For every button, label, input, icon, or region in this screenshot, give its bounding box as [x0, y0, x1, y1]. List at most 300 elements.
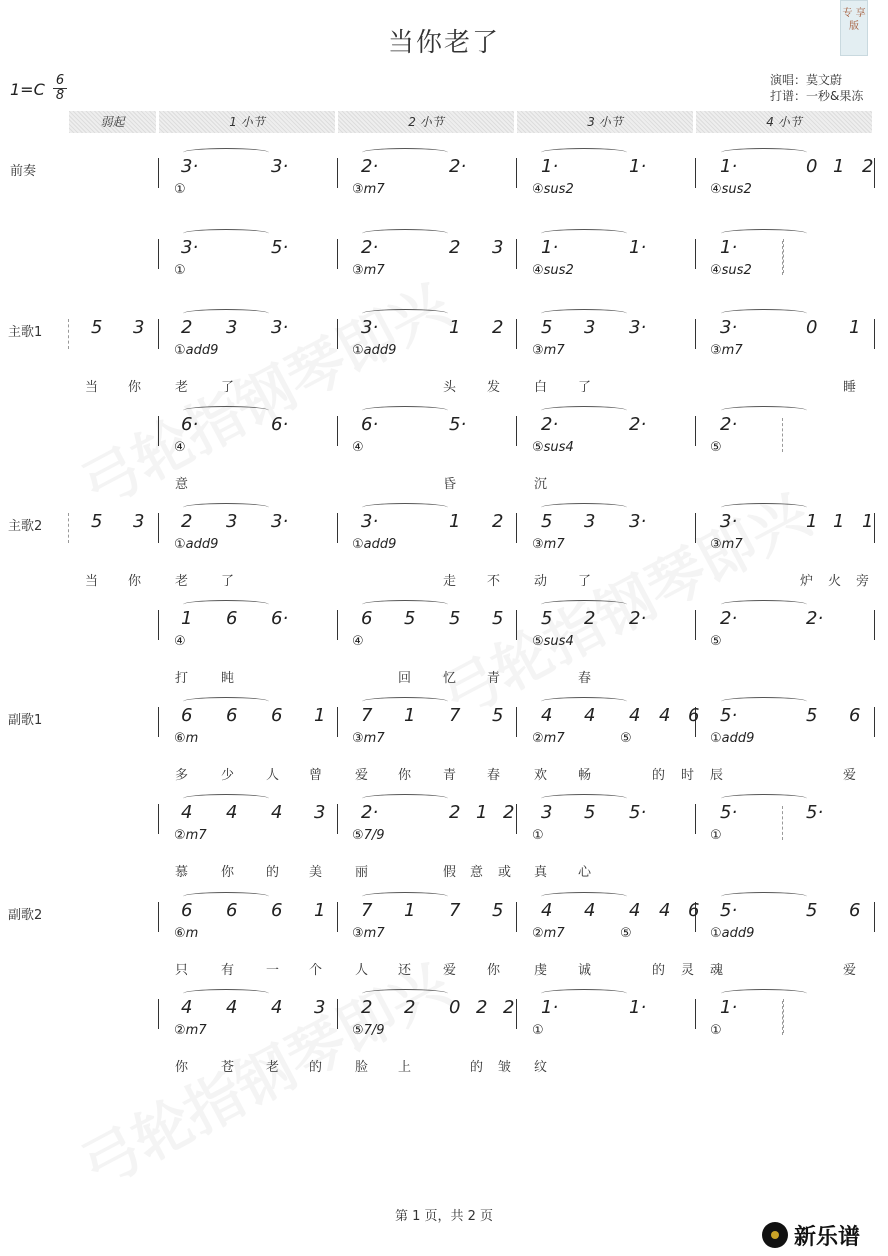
note: 0 [806, 156, 818, 177]
note: 6 [271, 705, 283, 726]
barline [337, 902, 338, 932]
note: 3· [361, 317, 379, 338]
chord-label: ②m7 [532, 926, 565, 941]
lyric: 多 [175, 768, 189, 783]
note: 1 [849, 317, 861, 338]
chord-label: ②m7 [174, 1023, 207, 1038]
note: 4 [541, 705, 553, 726]
note: 3· [361, 511, 379, 532]
tie-arc [721, 309, 807, 318]
note: 1 [806, 511, 818, 532]
chord-label: ⑤sus4 [532, 634, 574, 649]
tie-arc [362, 989, 448, 998]
note: 1 [404, 900, 416, 921]
note: 5 [91, 511, 103, 532]
note: 6· [271, 608, 289, 629]
chord-label: ③m7 [710, 343, 743, 358]
lyric: 昏 [443, 477, 457, 492]
chord-label: ⑤ [710, 634, 722, 649]
note: 3 [226, 511, 238, 532]
lyric: 时 [681, 768, 695, 783]
chord-label: ③m7 [352, 731, 385, 746]
note: 6· [181, 414, 199, 435]
tie-arc [362, 503, 448, 512]
barline [158, 239, 159, 269]
note: 7 [449, 900, 461, 921]
section-label-verse2: 主歌2 [8, 519, 43, 534]
note: 3· [720, 511, 738, 532]
note: 1 [449, 511, 461, 532]
note: 2· [449, 156, 467, 177]
note: 1· [629, 156, 647, 177]
lyric: 的 [652, 768, 666, 783]
tie-arc [362, 892, 448, 901]
tie-arc [183, 229, 269, 238]
barline [516, 416, 517, 446]
barline [337, 999, 338, 1029]
note: 3· [181, 237, 199, 258]
chord-label: ① [174, 263, 186, 278]
lyric: 皱 [498, 1060, 512, 1075]
note: 4 [584, 900, 596, 921]
note: 1· [629, 997, 647, 1018]
tie-arc [541, 309, 627, 318]
lyric: 魂 [710, 963, 724, 978]
barline [158, 999, 159, 1029]
lyric: 的 [652, 963, 666, 978]
lyric: 你 [487, 963, 501, 978]
note: 2· [806, 608, 824, 629]
barline [337, 513, 338, 543]
lyric: 或 [498, 865, 512, 880]
singer-credit: 演唱：莫文蔚 [770, 73, 843, 87]
note: 4 [659, 900, 671, 921]
barline [158, 319, 159, 349]
note: 3 [133, 317, 145, 338]
chord-label: ⑥m [174, 926, 199, 941]
lyric: 炉 [800, 574, 814, 589]
pickup-barline [68, 319, 69, 349]
lyric: 假 [443, 865, 457, 880]
tie-arc [721, 229, 807, 238]
barline [516, 804, 517, 834]
chord-label: ⑤7/9 [352, 1023, 385, 1038]
lyric: 你 [398, 768, 412, 783]
chord-label: ⑤sus4 [532, 440, 574, 455]
time-signature [53, 74, 67, 103]
chord-label: ①add9 [352, 537, 397, 552]
note: 1 [314, 705, 326, 726]
note: 2 [503, 997, 515, 1018]
note: 3 [314, 997, 326, 1018]
note: 4 [271, 802, 283, 823]
barline [695, 416, 696, 446]
note: 2 [449, 237, 461, 258]
section-label-verse1: 主歌1 [8, 325, 43, 340]
barline [158, 158, 159, 188]
chord-label: ⑤ [620, 731, 632, 746]
lyric: 虔 [534, 963, 548, 978]
note: 6 [688, 900, 700, 921]
lyric: 的 [470, 1060, 484, 1075]
lyric: 畅 [578, 768, 592, 783]
arranger-credit: 打谱：一秒&果冻 [770, 89, 864, 103]
barline [337, 158, 338, 188]
note: 5 [91, 317, 103, 338]
tie-arc [362, 229, 448, 238]
lyric: 青 [443, 768, 457, 783]
note: 5 [449, 608, 461, 629]
lyric: 人 [355, 963, 369, 978]
note: 3 [584, 511, 596, 532]
note: 3 [226, 317, 238, 338]
note: 1· [629, 237, 647, 258]
barline [158, 707, 159, 737]
lyric: 少 [221, 768, 235, 783]
tie-arc [362, 794, 448, 803]
lyric: 的 [266, 865, 280, 880]
note: 1· [541, 237, 559, 258]
lyric: 一 [266, 963, 280, 978]
lyric: 个 [309, 963, 323, 978]
note: 3 [541, 802, 553, 823]
barline [874, 610, 875, 640]
note: 6 [688, 705, 700, 726]
note: 6 [361, 608, 373, 629]
lyric: 纹 [534, 1060, 548, 1075]
chord-label: ④sus2 [532, 263, 574, 278]
tie-arc [541, 794, 627, 803]
barline [874, 319, 875, 349]
lyric: 春 [487, 768, 501, 783]
tie-arc [183, 600, 269, 609]
note: 1 [862, 511, 874, 532]
chord-label: ④ [352, 440, 364, 455]
lyric: 慕 [175, 865, 189, 880]
note: 5 [584, 802, 596, 823]
tie-arc [541, 600, 627, 609]
note: 2 [181, 317, 193, 338]
barline [695, 158, 696, 188]
note: 3 [492, 237, 504, 258]
chord-label: ④ [174, 634, 186, 649]
lyric: 欢 [534, 768, 548, 783]
note: 3 [133, 511, 145, 532]
barline [874, 707, 875, 737]
chord-label: ① [710, 1023, 722, 1038]
barline [516, 158, 517, 188]
note: 2 [584, 608, 596, 629]
note: 5· [720, 802, 738, 823]
song-title: 当你老了 [387, 28, 500, 58]
note: 2· [629, 608, 647, 629]
note: 2· [361, 156, 379, 177]
note: 2· [361, 802, 379, 823]
note: 2· [720, 414, 738, 435]
note: 2 [492, 511, 504, 532]
barline [516, 239, 517, 269]
chord-label: ③m7 [532, 537, 565, 552]
note: 7 [361, 705, 373, 726]
lyric: 美 [309, 865, 323, 880]
barline [695, 999, 696, 1029]
barline [874, 902, 875, 932]
note: 4 [181, 802, 193, 823]
meter-top: 6 [55, 73, 65, 88]
chord-label: ④sus2 [532, 182, 574, 197]
barline [158, 416, 159, 446]
chord-label: ②m7 [174, 828, 207, 843]
note: 5· [629, 802, 647, 823]
lyric: 你 [175, 1060, 189, 1075]
note: 6 [181, 705, 193, 726]
note: 2· [361, 237, 379, 258]
lyric: 了 [578, 574, 592, 589]
lyric: 辰 [710, 768, 724, 783]
note: 3· [720, 317, 738, 338]
note: 5 [541, 317, 553, 338]
barline [337, 239, 338, 269]
lyric: 头 [443, 380, 457, 395]
note: 1· [720, 237, 738, 258]
measure-header-4: 4 小节 [696, 111, 872, 133]
chord-label: ① [710, 828, 722, 843]
barline [695, 319, 696, 349]
tie-arc [721, 697, 807, 706]
lyric: 不 [487, 574, 501, 589]
lyric: 你 [128, 380, 142, 395]
chord-label: ⑤ [620, 926, 632, 941]
lyric: 上 [398, 1060, 412, 1075]
chord-label: ① [532, 1023, 544, 1038]
lyric: 当 [85, 380, 99, 395]
note: 2 [862, 156, 874, 177]
lyric: 灵 [681, 963, 695, 978]
note: 1 [833, 156, 845, 177]
note: 2 [492, 317, 504, 338]
tie-arc [362, 697, 448, 706]
measure-header-1: 1 小节 [159, 111, 335, 133]
tie-arc [541, 229, 627, 238]
barline [695, 804, 696, 834]
barline [158, 804, 159, 834]
barline [516, 610, 517, 640]
page-number: 第 1 页，共 2 页 [394, 1209, 494, 1224]
tie-arc [541, 697, 627, 706]
note: 1 [449, 317, 461, 338]
note: 1· [541, 997, 559, 1018]
tie-arc [183, 148, 269, 157]
note: 4 [181, 997, 193, 1018]
chord-label: ③m7 [532, 343, 565, 358]
chord-label: ④ [352, 634, 364, 649]
note: 6· [361, 414, 379, 435]
tie-arc [721, 794, 807, 803]
lyric: 发 [487, 380, 501, 395]
lyric: 老 [175, 380, 189, 395]
note: 3· [629, 317, 647, 338]
note: 5 [492, 705, 504, 726]
lyric: 回 [398, 671, 412, 686]
note: 2 [404, 997, 416, 1018]
lyric: 了 [578, 380, 592, 395]
lyric: 心 [578, 865, 592, 880]
chord-label: ③m7 [352, 263, 385, 278]
barline [337, 804, 338, 834]
lyric: 诚 [578, 963, 592, 978]
chord-label: ① [532, 828, 544, 843]
tie-arc [541, 892, 627, 901]
barline-dashed [783, 999, 784, 1033]
note: 2 [503, 802, 515, 823]
lyric: 只 [175, 963, 189, 978]
lyric: 爱 [355, 768, 369, 783]
tie-arc [362, 148, 448, 157]
measure-header-pickup: 弱起 [69, 111, 156, 133]
tie-arc [183, 794, 269, 803]
barline [516, 513, 517, 543]
lyric: 人 [266, 768, 280, 783]
chord-label: ③m7 [352, 926, 385, 941]
chord-label: ①add9 [710, 731, 755, 746]
barline [337, 319, 338, 349]
lyric: 了 [221, 380, 235, 395]
watermark [64, 260, 462, 525]
note: 2· [629, 414, 647, 435]
note: 3 [314, 802, 326, 823]
note: 5· [271, 237, 289, 258]
chord-label: ①add9 [352, 343, 397, 358]
chord-label: ④sus2 [710, 182, 752, 197]
note: 5 [541, 511, 553, 532]
note: 4 [226, 997, 238, 1018]
note: 2· [541, 414, 559, 435]
note: 1 [833, 511, 845, 532]
lyric: 有 [221, 963, 235, 978]
note: 5· [720, 705, 738, 726]
note: 6 [181, 900, 193, 921]
chord-label: ③m7 [352, 182, 385, 197]
meter-bottom: 8 [55, 88, 65, 103]
lyric: 旁 [856, 574, 870, 589]
note: 1· [720, 156, 738, 177]
note: 4 [584, 705, 596, 726]
lyric: 走 [443, 574, 457, 589]
note: 5 [806, 900, 818, 921]
tie-arc [721, 892, 807, 901]
note: 6 [226, 900, 238, 921]
note: 1 [476, 802, 488, 823]
tie-arc [721, 503, 807, 512]
note: 5 [404, 608, 416, 629]
measure-header-3: 3 小节 [517, 111, 693, 133]
note: 5 [492, 608, 504, 629]
chord-label: ⑤7/9 [352, 828, 385, 843]
lyric: 当 [85, 574, 99, 589]
key-signature: 1=C [10, 80, 45, 99]
chord-label: ⑥m [174, 731, 199, 746]
note: 5 [492, 900, 504, 921]
note: 1· [541, 156, 559, 177]
tie-arc [183, 503, 269, 512]
vinyl-icon [762, 1222, 788, 1248]
tie-arc [721, 600, 807, 609]
barline [516, 902, 517, 932]
note: 3· [271, 156, 289, 177]
lyric: 忆 [443, 671, 457, 686]
lyric: 睡 [843, 380, 857, 395]
note: 4 [629, 705, 641, 726]
chord-label: ①add9 [710, 926, 755, 941]
note: 2 [449, 802, 461, 823]
note: 2· [720, 608, 738, 629]
barline [516, 999, 517, 1029]
note: 1 [314, 900, 326, 921]
lyric: 的 [309, 1060, 323, 1075]
section-label-chorus2: 副歌2 [8, 908, 43, 923]
tie-arc [541, 148, 627, 157]
site-logo [762, 1220, 882, 1252]
lyric: 丽 [355, 865, 369, 880]
lyric: 了 [221, 574, 235, 589]
lyric: 脸 [355, 1060, 369, 1075]
lyric: 意 [175, 477, 189, 492]
lyric: 动 [534, 574, 548, 589]
section-label-chorus1: 副歌1 [8, 713, 43, 728]
note: 5· [449, 414, 467, 435]
tie-arc [183, 892, 269, 901]
note: 3· [271, 511, 289, 532]
section-label-intro: 前奏 [10, 164, 37, 179]
tie-arc [362, 309, 448, 318]
note: 6· [271, 414, 289, 435]
note: 3 [584, 317, 596, 338]
tie-arc [362, 600, 448, 609]
lyric: 意 [470, 865, 484, 880]
lyric: 曾 [309, 768, 323, 783]
lyric: 火 [828, 574, 842, 589]
tie-arc [183, 406, 269, 415]
note: 5 [806, 705, 818, 726]
tie-arc [541, 503, 627, 512]
lyric: 真 [534, 865, 548, 880]
lyric: 爱 [843, 768, 857, 783]
note: 1 [181, 608, 193, 629]
chord-label: ④sus2 [710, 263, 752, 278]
lyric: 盹 [221, 671, 235, 686]
note: 4 [271, 997, 283, 1018]
tie-arc [183, 697, 269, 706]
note: 7 [361, 900, 373, 921]
note: 5 [541, 608, 553, 629]
note: 3· [271, 317, 289, 338]
tie-arc [541, 406, 627, 415]
barline [337, 416, 338, 446]
barline [158, 513, 159, 543]
lyric: 沉 [534, 477, 548, 492]
exclusive-badge: 专 享 版 [840, 0, 868, 56]
barline-dashed [783, 239, 784, 273]
chord-label: ① [174, 182, 186, 197]
note: 2 [361, 997, 373, 1018]
note: 6 [849, 900, 861, 921]
chord-label: ⑤ [710, 440, 722, 455]
note: 3· [181, 156, 199, 177]
pickup-barline [68, 513, 69, 543]
note: 6 [849, 705, 861, 726]
credits [770, 72, 863, 104]
lyric: 爱 [843, 963, 857, 978]
